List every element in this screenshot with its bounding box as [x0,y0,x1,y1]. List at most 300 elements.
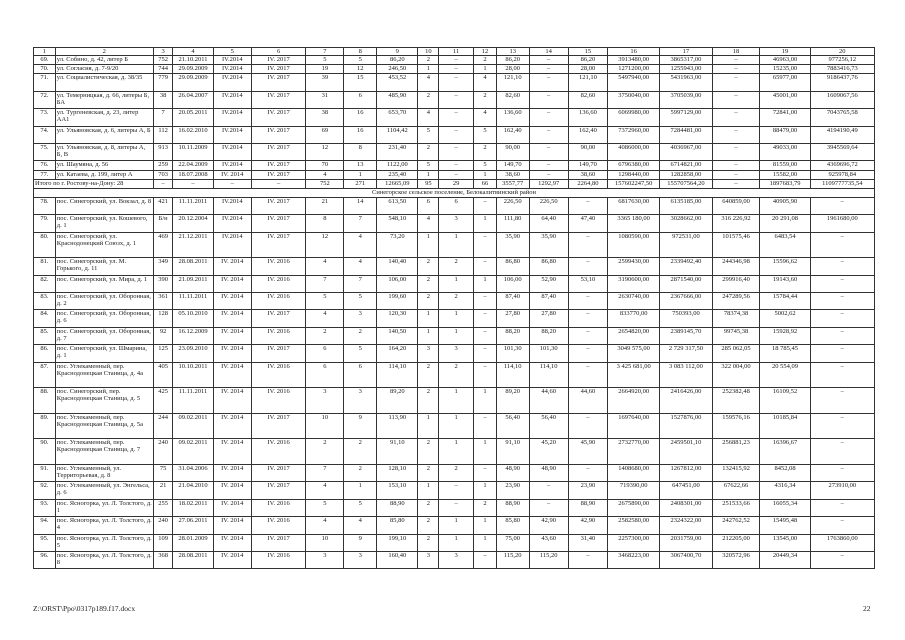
table-row [34,215,875,232]
table-cell: 7043765,58 [810,109,874,126]
table-cell: 1267812,00 [660,464,712,481]
table-cell: 1 [344,170,377,179]
table-row [34,362,875,388]
table-cell: 1 [439,388,474,414]
total-cell: 1109777735,54 [810,179,874,188]
table-cell: 7284481,00 [660,126,712,143]
table-cell: 1122,00 [377,161,418,170]
table-cell: IV. 2017 [251,126,305,143]
address-cell: ул. Шаумяна, д. 56 [55,161,153,170]
table-cell: 3 [306,551,344,568]
table-cell: 93. [34,499,56,516]
table-cell: 09.02.2011 [173,439,213,465]
table-cell: 3468223,00 [607,551,659,568]
table-cell: 113,90 [377,413,418,439]
table-cell: 7 [153,109,173,126]
table-cell: 1 [474,439,497,465]
table-cell: 3750040,00 [607,91,659,108]
table-cell: 22.04.2009 [173,161,213,170]
table-cell: 240 [153,517,173,534]
table-cell: 3365 180,00 [607,215,659,232]
table-cell: – [529,65,568,74]
table-cell: – [439,91,474,108]
table-cell: 2 729 317,50 [660,345,712,362]
table-cell: 21.12.2011 [173,232,213,258]
table-cell: 90,00 [496,143,529,160]
table-cell: 87,40 [496,293,529,310]
table-cell: 719390,00 [607,482,659,499]
table-cell: – [712,143,760,160]
table-cell: 73. [34,109,56,126]
table-row [34,499,875,516]
table-cell: – [529,499,568,516]
table-cell: 653,70 [377,109,418,126]
table-cell: – [810,197,874,214]
table-cell: 2675890,00 [607,499,659,516]
table-cell: 48,90 [496,464,529,481]
table-row [34,258,875,275]
total-cell: – [712,179,760,188]
table-cell: 2 [418,517,439,534]
table-cell: 1408680,00 [607,464,659,481]
table-cell: – [439,161,474,170]
table-cell: – [568,551,607,568]
table-cell: 2459501,10 [660,439,712,465]
table-cell: IV. 2014 [213,464,251,481]
table-cell: 128,10 [377,464,418,481]
address-cell: пос. Ясногорка, ул. Л. Толстого, д. 5 [55,534,153,551]
table-cell: 1282858,00 [660,170,712,179]
table-cell: 88,90 [377,499,418,516]
table-cell: 2 [418,439,439,465]
table-cell: 6 [418,197,439,214]
table-cell: 45001,00 [760,91,810,108]
table-cell: IV. 2017 [251,534,305,551]
table-cell: 4 [306,258,344,275]
table-cell: 1 [439,310,474,327]
address-cell: пос. Синегорский, ул. Вокзал, д. 8 [55,197,153,214]
table-cell: 125 [153,345,173,362]
table-cell: 75. [34,143,56,160]
table-cell: 3 425 681,00 [607,362,659,388]
table-cell: 52,90 [529,275,568,292]
table-cell: 92. [34,482,56,499]
table-cell: 101575,46 [712,232,760,258]
table-cell: 316 226,92 [712,215,760,232]
table-cell: 2 [344,439,377,465]
table-cell: IV. 2017 [251,464,305,481]
table-cell: 85,80 [377,517,418,534]
table-cell: 1 [439,275,474,292]
table-cell: – [474,232,497,258]
table-cell: IV. 2014 [213,517,251,534]
total-row [34,179,875,188]
table-cell: 6714821,00 [660,161,712,170]
table-cell: 85. [34,327,56,344]
table-cell: 11.11.2011 [173,388,213,414]
table-cell: – [439,143,474,160]
table-cell: 21.04.2010 [173,482,213,499]
column-number-cell: 5 [213,48,251,56]
address-cell: ул. Тургеневская, д. 23, литер АА1 [55,109,153,126]
table-cell: 925978,84 [810,170,874,179]
table-cell: 972531,00 [660,232,712,258]
table-cell: IV.2014 [213,65,251,74]
table-cell: 5 [306,499,344,516]
table-cell: 5002,62 [760,310,810,327]
table-cell: – [439,170,474,179]
table-row [34,534,875,551]
table-cell: 1 [418,310,439,327]
table-cell: 6483,54 [760,232,810,258]
table-cell: 16 [344,109,377,126]
table-row [34,517,875,534]
table-cell: 1 [418,327,439,344]
address-cell: пос. Углекаменный, пер. Краснодонецкая Станица, д. 7 [55,439,153,465]
address-cell: пос. Синегорский, ул. М. Горького, д. 11 [55,258,153,275]
table-cell: 115,20 [529,551,568,568]
table-cell: 106,00 [377,275,418,292]
address-cell: пос. Ясногорка, ул. Л. Толстого, д. 4 [55,517,153,534]
total-cell: 3557,77 [496,179,529,188]
table-cell: 5 [344,345,377,362]
table-cell: 10.10.2011 [173,362,213,388]
table-cell: 109 [153,534,173,551]
column-number-cell: 16 [607,48,659,56]
table-cell: 45,90 [568,439,607,465]
table-cell: – [439,65,474,74]
column-number-cell: 10 [418,48,439,56]
table-cell: IV. 2017 [251,215,305,232]
table-cell: 1255943,00 [660,65,712,74]
table-cell: 16.12.2009 [173,327,213,344]
table-cell: 4 [306,170,344,179]
table-cell: 70 [306,161,344,170]
table-cell: – [568,258,607,275]
table-row [34,109,875,126]
table-cell: – [810,258,874,275]
table-cell: IV.2014 [213,126,251,143]
table-row [34,388,875,414]
total-cell: 95 [418,179,439,188]
table-cell: 31.04.2006 [173,464,213,481]
table-cell: 89,20 [496,388,529,414]
table-cell: 69. [34,56,56,65]
table-row [34,293,875,310]
table-cell: 3 083 112,00 [660,362,712,388]
table-cell: 164,20 [377,345,418,362]
table-cell: 3049 575,00 [607,345,659,362]
table-cell: 4086000,00 [607,143,659,160]
column-number-cell: 14 [529,48,568,56]
table-cell: 73,20 [377,232,418,258]
table-cell: 18.07.2008 [173,170,213,179]
address-cell: пос. Ясногорка, ул. Л. Толстого, д. 8 [55,551,153,568]
table-cell: 1 [474,65,497,74]
table-cell: IV. 2017 [251,65,305,74]
table-cell: 86,20 [496,56,529,65]
table-cell: 2 [418,258,439,275]
table-cell: 1697640,00 [607,413,659,439]
table-cell: 752 [153,56,173,65]
table-cell: 1 [474,170,497,179]
table-cell: 26.04.2007 [173,91,213,108]
table-cell: 779 [153,74,173,91]
table-cell: 1080590,00 [607,232,659,258]
table-cell: 13 [344,161,377,170]
column-number-cell: 6 [251,48,305,56]
table-cell: 1961680,00 [810,215,874,232]
table-cell: 43,60 [529,534,568,551]
table-cell: 78374,38 [712,310,760,327]
table-cell: IV. 2017 [251,345,305,362]
table-cell: 88,90 [496,499,529,516]
table-cell: – [529,161,568,170]
table-cell: 44,60 [529,388,568,414]
table-cell: 6069980,00 [607,109,659,126]
total-cell: 2264,80 [568,179,607,188]
table-cell: 39 [306,74,344,91]
table-cell: 226,50 [529,197,568,214]
table-cell: IV.2014 [213,74,251,91]
table-row [34,482,875,499]
table-cell: 121,10 [568,74,607,91]
table-cell: 1 [418,65,439,74]
table-cell: 2654820,00 [607,327,659,344]
table-cell: 16.02.2010 [173,126,213,143]
table-cell: 88479,00 [760,126,810,143]
table-cell: 27,80 [529,310,568,327]
table-cell: 69 [306,126,344,143]
table-row [34,439,875,465]
table-cell: – [810,232,874,258]
table-cell: IV. 2014 [213,327,251,344]
address-cell: ул. Собино, д. 42, литер Б [55,56,153,65]
table-cell: 48,90 [529,464,568,481]
table-cell: – [439,482,474,499]
table-cell: 4 [306,517,344,534]
table-cell: 95. [34,534,56,551]
table-cell: 28,00 [496,65,529,74]
table-cell: 149,70 [568,161,607,170]
column-number-cell: 3 [153,48,173,56]
table-cell: – [474,345,497,362]
table-cell: 647451,00 [660,482,712,499]
total-cell: 66 [474,179,497,188]
table-cell: 2 [418,464,439,481]
table-cell: 5 [344,56,377,65]
table-cell: 91,10 [377,439,418,465]
table-cell: 23,90 [496,482,529,499]
table-cell: 4 [474,74,497,91]
total-cell: – [213,179,251,188]
table-cell: 28.08.2011 [173,258,213,275]
table-cell: 246,50 [377,65,418,74]
table-cell: 242762,52 [712,517,760,534]
table-cell: – [568,345,607,362]
table-cell: 913 [153,143,173,160]
column-number-cell: 18 [712,48,760,56]
address-cell: пос. Синегорский, ул. Кошевого, д. 1 [55,215,153,232]
table-cell: 20.05.2011 [173,109,213,126]
table-cell: – [529,56,568,65]
column-number-cell: 17 [660,48,712,56]
table-cell: 38,60 [568,170,607,179]
column-number-cell: 4 [173,48,213,56]
table-cell: 3067400,70 [660,551,712,568]
table-cell: 87,40 [529,293,568,310]
table-cell: 27,80 [496,310,529,327]
table-cell: 111,80 [496,215,529,232]
table-cell: 2 [474,56,497,65]
table-cell: – [810,388,874,414]
section-title: Синегорское сельское поселение, Белокалитвинский район [34,188,875,197]
table-cell: IV. 2017 [251,232,305,258]
table-cell: – [712,170,760,179]
column-number-cell: 15 [568,48,607,56]
table-cell: 89,20 [377,388,418,414]
total-cell: 155707564,20 [660,179,712,188]
table-cell: – [529,74,568,91]
table-cell: 5 [344,499,377,516]
table-cell: 86. [34,345,56,362]
column-number-cell: 8 [344,48,377,56]
total-cell: – [153,179,173,188]
total-cell: 12665,09 [377,179,418,188]
table-cell: – [810,345,874,362]
table-cell: 1 [474,517,497,534]
table-cell: – [474,413,497,439]
table-cell: IV. 2016 [251,551,305,568]
table-cell: – [810,413,874,439]
column-number-row [34,48,875,56]
table-cell: 10185,84 [760,413,810,439]
table-cell: 78. [34,197,56,214]
table-cell: – [810,310,874,327]
table-cell: 2416426,00 [660,388,712,414]
table-cell: 15495,48 [760,517,810,534]
table-cell: – [712,74,760,91]
table-cell: – [712,91,760,108]
table-cell: 31 [306,91,344,108]
table-cell: 7883416,73 [810,65,874,74]
table-cell: 3 [344,551,377,568]
table-cell: 92 [153,327,173,344]
table-cell: 8 [306,215,344,232]
table-cell: – [439,56,474,65]
table-cell: 70. [34,65,56,74]
table-cell: 2732770,00 [607,439,659,465]
column-number-cell: 2 [55,48,153,56]
table-cell: 106,00 [496,275,529,292]
table-cell: 13545,00 [760,534,810,551]
address-cell: ул. Согласия, д. 7-9/20 [55,65,153,74]
table-cell: 3 [306,388,344,414]
table-cell: 76. [34,161,56,170]
table-cell: 6817630,00 [607,197,659,214]
table-cell: 9 [344,413,377,439]
total-cell: – [173,179,213,188]
table-cell: 235,40 [377,170,418,179]
table-cell: 45,20 [529,439,568,465]
table-cell: 1 [474,534,497,551]
table-cell: 1 [439,232,474,258]
table-cell: 16 [344,126,377,143]
table-cell: 2599430,00 [607,258,659,275]
table-cell: 9 [344,534,377,551]
table-row [34,310,875,327]
table-cell: IV. 2014 [213,362,251,388]
table-cell: 4 [344,517,377,534]
table-cell: IV. 2017 [251,482,305,499]
table-cell: 3 [344,388,377,414]
table-cell: 6135185,00 [660,197,712,214]
table-cell: IV. 2017 [251,109,305,126]
table-cell: 2630740,00 [607,293,659,310]
table-cell: 18.02.2011 [173,499,213,516]
table-cell: 40905,90 [760,197,810,214]
table-cell: 85,80 [496,517,529,534]
table-cell: 2257300,00 [607,534,659,551]
table-cell: – [439,74,474,91]
table-cell: 2 [439,293,474,310]
table-cell: 47,40 [568,215,607,232]
table-cell: 349 [153,258,173,275]
table-cell: 2 [418,143,439,160]
table-cell: 149,70 [496,161,529,170]
table-cell: 81. [34,258,56,275]
table-row [34,74,875,91]
table-cell: 31,40 [568,534,607,551]
table-row [34,161,875,170]
table-cell: 75 [153,464,173,481]
table-cell: 15 [344,74,377,91]
table-cell: – [474,362,497,388]
table-cell: 19 [306,65,344,74]
table-cell: – [712,65,760,74]
table-cell: – [529,143,568,160]
table-cell: 140,50 [377,327,418,344]
table-row [34,197,875,214]
table-cell: 53,10 [568,275,607,292]
table-cell: – [810,275,874,292]
table-cell: 3028662,00 [660,215,712,232]
total-cell: 271 [344,179,377,188]
table-cell: IV.2014 [213,91,251,108]
table-cell: – [529,126,568,143]
table-cell: 2 [344,464,377,481]
table-cell: 140,40 [377,258,418,275]
table-cell: 83. [34,293,56,310]
table-cell: – [712,126,760,143]
table-cell: 1763860,00 [810,534,874,551]
table-cell: 7 [306,464,344,481]
table-cell: 79. [34,215,56,232]
total-cell: 1897683,79 [760,179,810,188]
table-cell: 1 [418,482,439,499]
table-cell: – [474,551,497,568]
table-cell: 2 [306,439,344,465]
address-cell: пос. Синегорский, ул. Оборонная, д. 2 [55,293,153,310]
table-cell: – [529,109,568,126]
table-cell: 153,10 [377,482,418,499]
address-cell: пос. Синегорский, ул. Оборонная, д. 7 [55,327,153,344]
table-cell: 74. [34,126,56,143]
table-cell: IV. 2017 [251,197,305,214]
table-cell: 3 [418,345,439,362]
table-cell: – [810,551,874,568]
table-cell: IV. 2017 [251,413,305,439]
